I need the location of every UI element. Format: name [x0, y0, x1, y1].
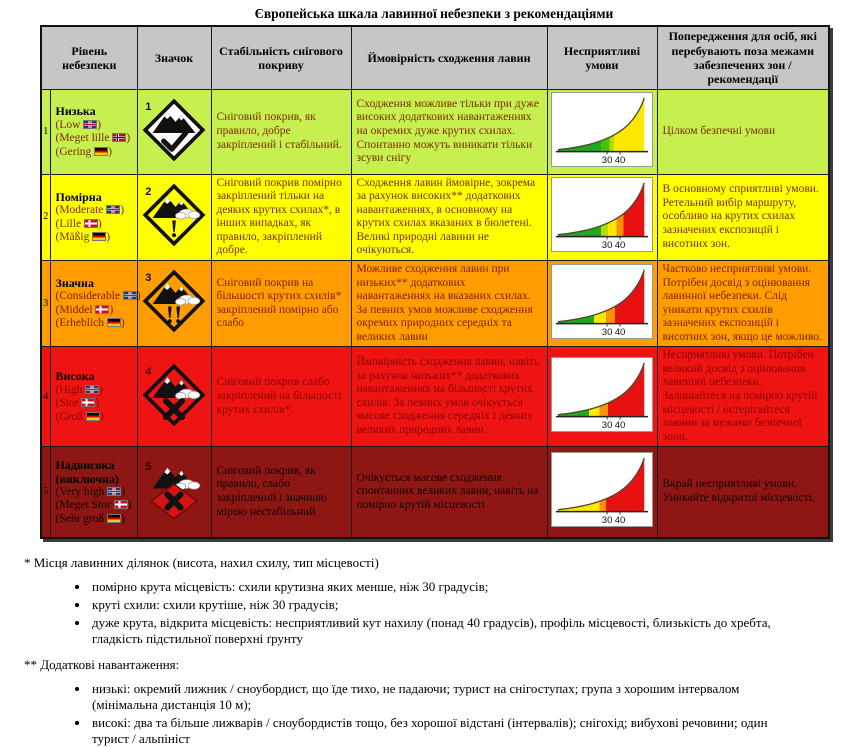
danger-level-cell — [50, 447, 137, 538]
level-language: (Moderate ) — [55, 203, 125, 216]
danger-row-3 — [41, 260, 829, 346]
flag-uk-icon — [123, 291, 137, 300]
row-number: 2 — [41, 174, 50, 260]
flag-dk-icon — [95, 305, 109, 314]
icon-level-number: 5 — [145, 460, 152, 473]
level-name: Низька — [55, 104, 96, 119]
recommendation-cell: Частково несприятливі умови. Потрібен досвід з оцінювання лавинної небезпеки. Слід уникати крутих схилів зазначених експозицій і висотних зон, якщо це можливо. — [657, 260, 829, 346]
unfavorable-conditions-cell — [547, 447, 657, 538]
page-title: Європейська шкала лавинної небезпеки з рекомендаціями — [254, 6, 614, 21]
footnote-loads-title: Додаткові навантаження: — [40, 656, 180, 672]
risk-growth-chart — [551, 264, 653, 339]
footnote-loads-item: • низькі: окремий лижник / сноубордист, що їде тихо, не падаючи; турист на снігоступах; група з хорошим інтервалом (мінімальна дистанція 10 м); — [90, 681, 796, 713]
flag-uk-icon — [107, 487, 121, 496]
chart-tick-label: 40 — [614, 515, 626, 527]
probability-cell: Сходження лавин ймовірне, зокрема за рахунок високих** додаткових навантаженнях, в основному на крутих схилах вказаних в бюлетені. Великі природні лавини не очікуються. — [351, 174, 547, 260]
table-body — [41, 90, 829, 538]
footnote-slope-list — [90, 579, 836, 647]
x-mark — [166, 400, 182, 416]
danger-level-cell — [50, 347, 137, 447]
footnote-slope-item: • круті схили: схили крутіше, ніж 30 градусів; — [90, 597, 796, 613]
danger-row-2 — [41, 174, 829, 260]
row-number: 3 — [41, 260, 50, 346]
footnote-slope-heading — [24, 555, 836, 571]
recommendation-cell: В основному сприятливі умови. Ретельний вибір маршруту, особливо на крутих схилах зазначених експозицій і висотних зон. — [657, 174, 829, 260]
footnote-slope-item: • помірно крута місцевість: схили крутизна яких менше, ніж 30 градусів; — [90, 579, 796, 595]
level-language: (Meget lille ) — [55, 132, 131, 145]
chart-tick-label: 30 — [601, 155, 613, 167]
footnote-loads-item: • високі: два та більше лижварів / сноубордистів тощо, без хорошої відстані (інтервалів); снігохід; вибухові речовини; один турист / альпініст — [90, 715, 796, 747]
level-language: (Sehr groß ) — [55, 512, 126, 525]
footnote-slope-item: • дуже крута, відкрита місцевість: несприятливий кут нахилу (понад 40 градусів), профіль місцевості, близькість до хребта, гладкість підстильної поверхні ґрунту — [90, 615, 796, 647]
chart-tick-label: 30 — [601, 240, 613, 252]
flag-de-icon — [94, 147, 108, 156]
stability-cell: Сніговий покрив, як правило, слабо закріплений і значною мірою нестабільний — [211, 447, 351, 538]
header-stability: Стабільність снігового покриву — [211, 26, 351, 90]
flag-uk-icon — [85, 385, 99, 394]
flag-dk-icon — [81, 398, 95, 407]
avalanche-danger-table — [40, 25, 830, 539]
header-probability: Ймовірність сходження лавин — [351, 26, 547, 90]
avalanche-level-2-icon — [143, 184, 205, 246]
exclamation-mark: !! — [165, 302, 183, 330]
header-unfavorable-conditions: Несприятливі умови — [547, 26, 657, 90]
probability-cell: Можливе сходження лавин при низьких** додаткових навантаженнях на вказаних схилах. За певних умов можливе сходження окремих природних середніх та великих лавин — [351, 260, 547, 346]
level-language: (Mäßig ) — [55, 231, 111, 244]
footnote-loads-heading — [24, 657, 836, 673]
icon-level-number: 3 — [145, 272, 152, 285]
chart-tick-label: 40 — [614, 155, 626, 167]
danger-icon-cell — [137, 447, 211, 538]
level-name: Значна — [55, 276, 94, 291]
probability-cell: Сходження можливе тільки при дуже високих додаткових навантаженнях на окремих дуже крутих схилах. Спонтанно можуть виникати тільки зсуви снігу — [351, 90, 547, 175]
chart-tick-label: 40 — [614, 326, 626, 338]
footnote-loads-list — [90, 681, 836, 747]
chart-tick-label: 40 — [614, 240, 626, 252]
risk-growth-chart — [551, 452, 653, 527]
danger-row-5 — [41, 447, 829, 538]
flag-de-icon — [107, 318, 121, 327]
footnotes-section — [24, 555, 836, 747]
level-language: (Very high ) — [55, 485, 126, 498]
flag-dk-icon — [84, 219, 98, 228]
icon-level-number: 4 — [145, 365, 152, 378]
danger-row-4 — [41, 347, 829, 447]
level-language: (High ) — [55, 383, 104, 396]
chart-tick-label: 40 — [614, 420, 626, 432]
footnote-slope-title: Місця лавинних ділянок (висота, нахил схилу, тип місцевості) — [33, 554, 379, 570]
chart-tick-label: 30 — [601, 515, 613, 527]
footnote-slope-marker: * — [24, 554, 31, 570]
danger-icon-cell — [137, 260, 211, 346]
danger-level-cell — [50, 174, 137, 260]
danger-row-1 — [41, 90, 829, 175]
level-language: (Middel ) — [55, 303, 114, 316]
level-name: Висока — [55, 369, 95, 384]
exclamation-mark: ! — [169, 216, 179, 244]
avalanche-level-5-icon — [143, 459, 205, 521]
header-icon: Значок — [137, 26, 211, 90]
level-language: (Meget Stor ) — [55, 499, 132, 512]
flag-no-icon — [112, 133, 126, 142]
flag-dk-icon — [114, 500, 128, 509]
table-header — [41, 26, 829, 90]
level-language: (Considerable ) — [55, 290, 141, 303]
row-number: 4 — [41, 347, 50, 447]
flag-de-icon — [86, 412, 100, 421]
flag-de-icon — [92, 232, 106, 241]
row-number: 5 — [41, 447, 50, 538]
probability-cell: Ймовірність сходження лавин, навіть за рахунок низьких** додаткових навантаженнях на більшості крутих схилів. За певних умов очікується масове сходження середніх і деяких великих природних лавин. — [351, 347, 547, 447]
row-number: 1 — [41, 90, 50, 175]
risk-growth-chart — [551, 357, 653, 432]
level-name: Помірна — [55, 189, 102, 204]
level-language: (Groß ) — [55, 410, 104, 423]
icon-level-number: 2 — [145, 186, 152, 199]
danger-level-cell — [50, 90, 137, 175]
danger-icon-cell — [137, 174, 211, 260]
level-language: (Erheblich ) — [55, 317, 125, 330]
probability-cell: Очікується масове сходження спонтанних великих лавин, навіть на помірно крутій місцевості — [351, 447, 547, 538]
icon-level-number: 1 — [145, 100, 152, 113]
danger-level-cell — [50, 260, 141, 346]
unfavorable-conditions-cell — [547, 347, 657, 447]
level-language: (Stor ) — [55, 397, 100, 410]
stability-cell: Сніговий покрив помірно закріплений тільки на деяких крутих схилах*, в інших випадках, як правило, закріплений добре. — [211, 174, 351, 260]
stability-cell: Сніговий покрив на більшості крутих схилів* закріплений помірно або слабо — [211, 260, 351, 346]
unfavorable-conditions-cell — [547, 174, 657, 260]
danger-icon-cell — [137, 90, 211, 175]
flag-uk-icon — [106, 205, 120, 214]
footnote-loads-marker: ** — [24, 656, 37, 672]
unfavorable-conditions-cell — [547, 260, 657, 346]
flag-uk-icon — [83, 120, 97, 129]
avalanche-level-1-icon — [143, 99, 205, 161]
level-name: Надвисока (виключна) — [55, 457, 119, 486]
risk-growth-chart — [551, 177, 653, 252]
danger-icon-cell — [137, 347, 211, 447]
recommendation-cell: Несприятливі умови. Потрібен великий досвід з оцінювання лавинної небезпеки. Залишайтеся на помірно крутій місцевості / остерігайтеся лавини за межами безпечної зони. — [657, 347, 829, 447]
chart-tick-label: 30 — [601, 420, 613, 432]
recommendation-cell: Цілком безпечні умови — [657, 90, 829, 175]
chart-tick-label: 30 — [601, 326, 613, 338]
avalanche-level-3-icon — [143, 270, 205, 332]
unfavorable-conditions-cell — [547, 90, 657, 175]
stability-cell: Сніговий покрив слабо закріплений на більшості крутих схилів*. — [211, 347, 351, 447]
stability-cell: Сніговий покрив, як правило, добре закріплений і стабільний. — [211, 90, 351, 175]
header-danger-level: Рівень небезпеки — [41, 26, 137, 90]
avalanche-level-4-icon — [143, 364, 205, 426]
level-language: (Lille ) — [55, 217, 102, 230]
risk-growth-chart — [551, 92, 653, 167]
header-warnings: Попередження для осіб, які перебувають поза межами забезпечених зон / рекомендації — [657, 26, 829, 90]
flag-de-icon — [107, 514, 121, 523]
recommendation-cell: Вкрай несприятливі умови. Уникайте відкритої місцевості. — [657, 447, 829, 538]
avalanche-scale-document — [0, 6, 860, 746]
level-language: (Gering ) — [55, 145, 112, 158]
level-language: (Low ) — [55, 118, 102, 131]
